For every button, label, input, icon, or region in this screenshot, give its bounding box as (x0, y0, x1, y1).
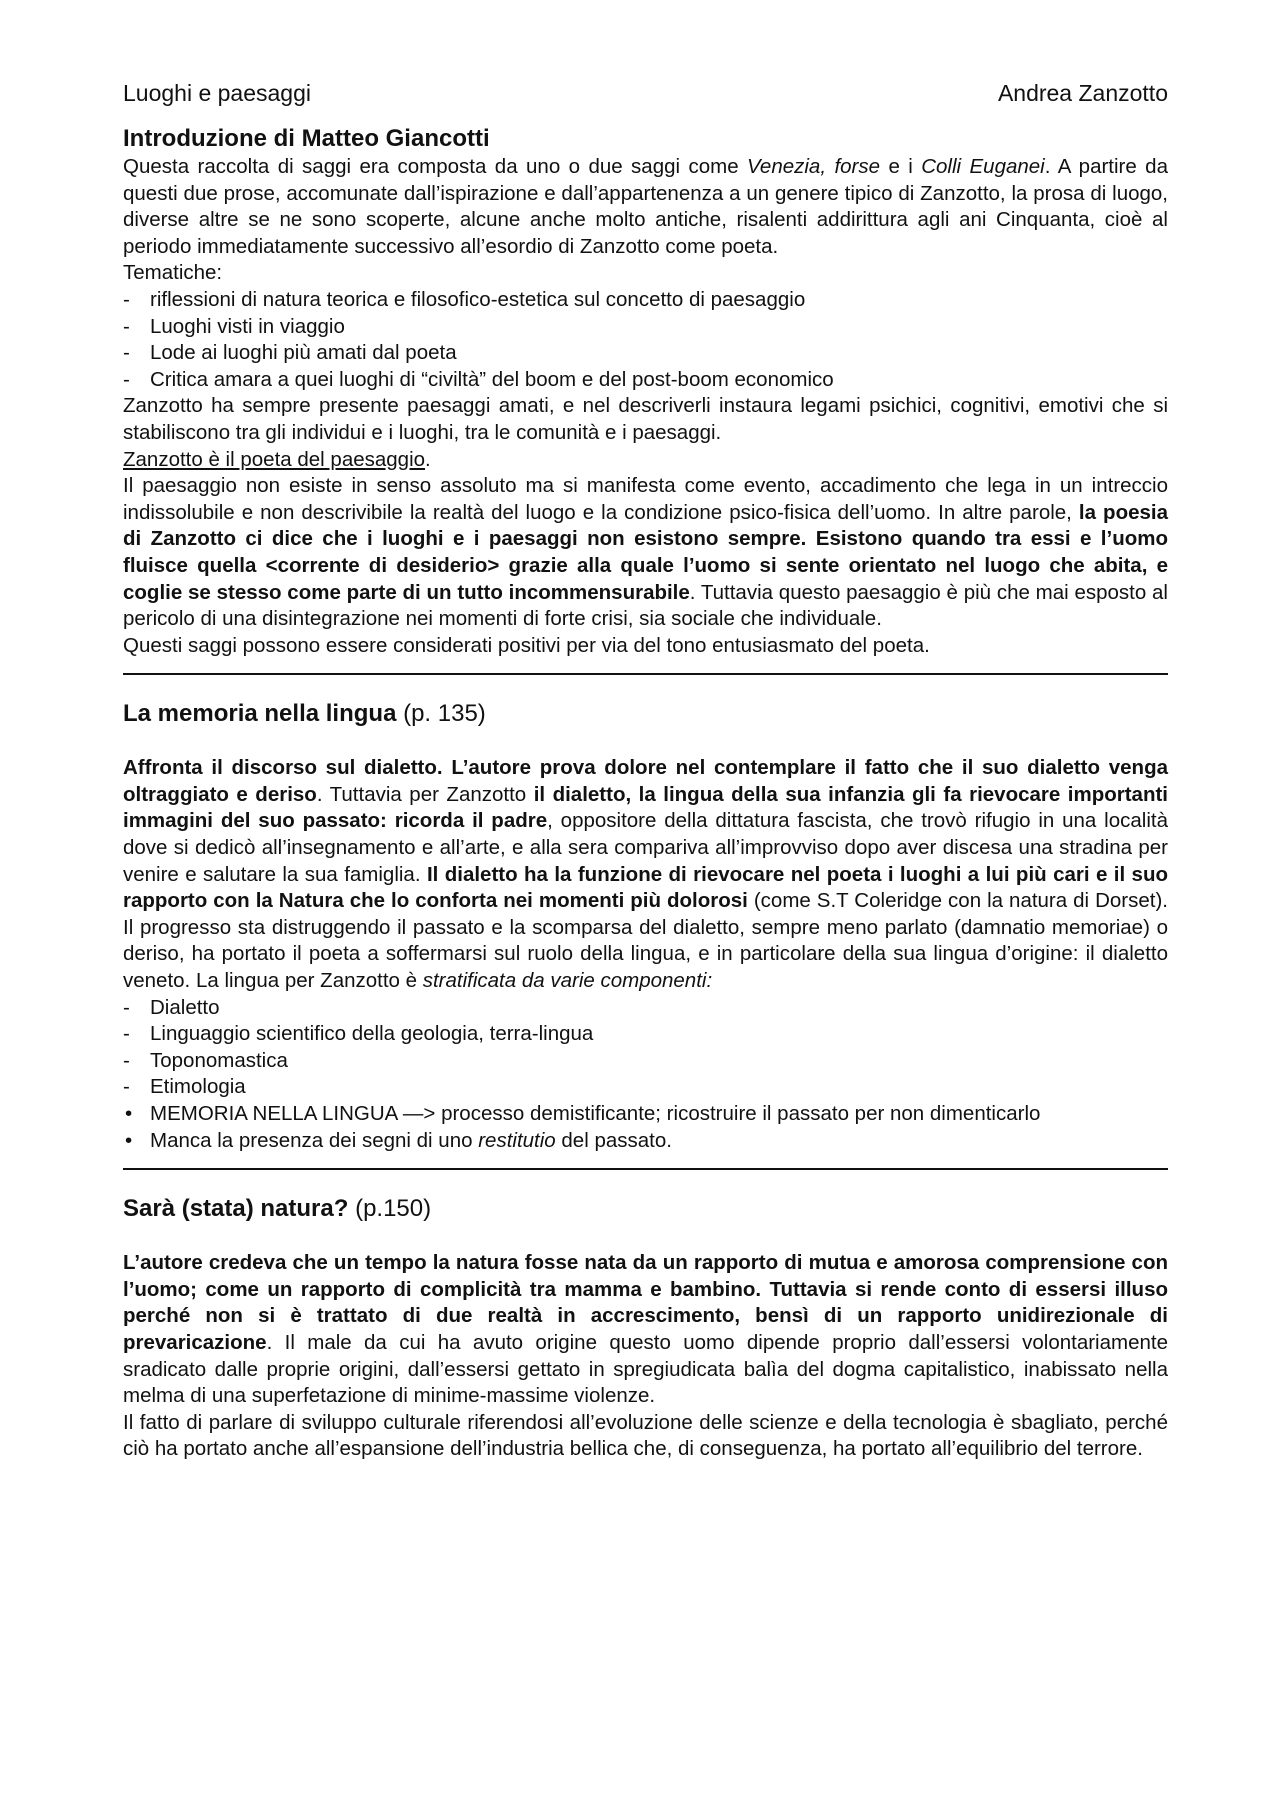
list-item: - Toponomastica (123, 1048, 1168, 1075)
section-sara-stata-natura (123, 1194, 1168, 1463)
themes-list (123, 287, 1168, 393)
section-title-natura: Sarà (stata) natura? (p.150) (123, 1195, 432, 1223)
list-item: - Lode ai luoghi più amati dal poeta (123, 340, 1168, 367)
header-right-author: Andrea Zanzotto (997, 80, 1168, 106)
list-item: - Critica amara a quei luoghi di “civiltà” del boom e del post-boom economico (123, 367, 1168, 394)
list-item: - Etimologia (123, 1074, 1168, 1101)
bullet-list (123, 1101, 1168, 1154)
paragraph: Questa raccolta di saggi era composta da uno o due saggi come Venezia, forse e i Colli Euganei. A partire da questi due prose, accomunate dall’ispirazione e dall’appartenenza a un genere tipico di Zanzotto, la prosa di luogo, diverse altre se ne sono scoperte, alcune anche molto antiche, risalenti addirittura agli ani Cinquanta, cioè al periodo immediatamente successivo all’esordio di Zanzotto come poeta. (123, 155, 1168, 258)
header-left-title: Luoghi e paesaggi (123, 80, 311, 106)
section-memoria-nella-lingua (123, 699, 1168, 1154)
section-title-introduction: Introduzione di Matteo Giancotti (123, 125, 490, 152)
paragraph: Il paesaggio non esiste in senso assoluto ma si manifesta come evento, accadimento che lega in un intreccio indissolubile e non descrivibile la realtà del luogo e la condizione psico-fisica dell’uomo. In altre parole, la poesia di Zanzotto ci dice che i luoghi e i paesaggi non esistono sempre. Esistono quando tra essi e l’uomo fluisce quella <corrente di desiderio> grazie alla quale l’uomo si sente orientato nel luogo che abita, e coglie se stesso come parte di un tutto incommensurabile. Tuttavia questo paesaggio è più che mai esposto al pericolo di una disintegrazione nei momenti di forte crisi, sia sociale che individuale. (123, 474, 1169, 631)
paragraph: Affronta il discorso sul dialetto. L’autore prova dolore nel contemplare il fatto che il suo dialetto venga oltraggiato e deriso. Tuttavia per Zanzotto il dialetto, la lingua della sua infanzia gli fa rievocare importanti immagini del suo passato: ricorda il padre, oppositore della dittatura fascista, che trovò rifugio in una località dove si dedicò all’insegnamento e all’arte, e alla sera compariva all’improvviso dopo aver discesa una stradina per venire e salutare la sua famiglia. Il dialetto ha la funzione di rievocare nel poeta i luoghi a lui più cari e il suo rapporto con la Natura che lo conforta nei momenti più dolorosi (come S.T Coleridge con la natura di Dorset). Il progresso sta distruggendo il passato e la scomparsa del dialetto, sempre meno parlato (damnatio memoriae) o deriso, ha portato il poeta a soffermarsi sul ruolo della lingua, e in particolare della sua lingua d’origine: il dialetto veneto. La lingua per Zanzotto è stratificata da varie componenti: (123, 756, 1169, 993)
list-item: - riflessioni di natura teorica e filosofico-estetica sul concetto di paesaggio (123, 287, 1168, 314)
section-divider (123, 1168, 1168, 1170)
list-item: - Dialetto (123, 995, 1168, 1022)
list-item: - Linguaggio scientifico della geologia, terra-lingua (123, 1021, 1168, 1048)
paragraph: Zanzotto è il poeta del paesaggio. (123, 447, 431, 471)
running-header (123, 78, 1168, 108)
section-introduction (123, 124, 1168, 659)
paragraph: Questi saggi possono essere considerati positivi per via del tono entusiasmato del poeta. (123, 633, 930, 657)
paragraph: Il fatto di parlare di sviluppo culturale riferendosi all’evoluzione delle scienze e della tecnologia è sbagliato, perché ciò ha portato anche all’espansione dell’industria bellica che, di conseguenza, ha portato all’equilibrio del terrore. (123, 1410, 1168, 1461)
list-item: • Manca la presenza dei segni di uno restitutio del passato. (123, 1128, 1168, 1155)
section-title-memoria: La memoria nella lingua (p. 135) (123, 700, 486, 728)
paragraph: L’autore credeva che un tempo la natura fosse nata da un rapporto di mutua e amorosa comprensione con l’uomo; come un rapporto di complicità tra mamma e bambino. Tuttavia si rende conto di essersi illuso perché non si è trattato di due realtà in accrescimento, bensì di un rapporto unidirezionale di prevaricazione. Il male da cui ha avuto origine questo uomo dipende proprio dall’essersi volontariamente sradicato dalle proprie origini, dall’essersi gettato in spregiudicata balìa del dogma capitalistico, inabissato nella melma di una superfetazione di minime-massime violenze. (123, 1251, 1168, 1408)
list-item: • MEMORIA NELLA LINGUA —> processo demistificante; ricostruire il passato per non dimenticarlo (123, 1101, 1168, 1128)
paragraph: Zanzotto ha sempre presente paesaggi amati, e nel descriverli instaura legami psichici, cognitivi, emotivi che si stabiliscono tra gli individui e i luoghi, tra le comunità e i paesaggi. (123, 394, 1168, 444)
components-list (123, 995, 1168, 1101)
section-divider (123, 673, 1168, 675)
page-content (123, 78, 1168, 1463)
list-item: - Luoghi visti in viaggio (123, 314, 1168, 341)
themes-label: Tematiche: (123, 261, 223, 285)
